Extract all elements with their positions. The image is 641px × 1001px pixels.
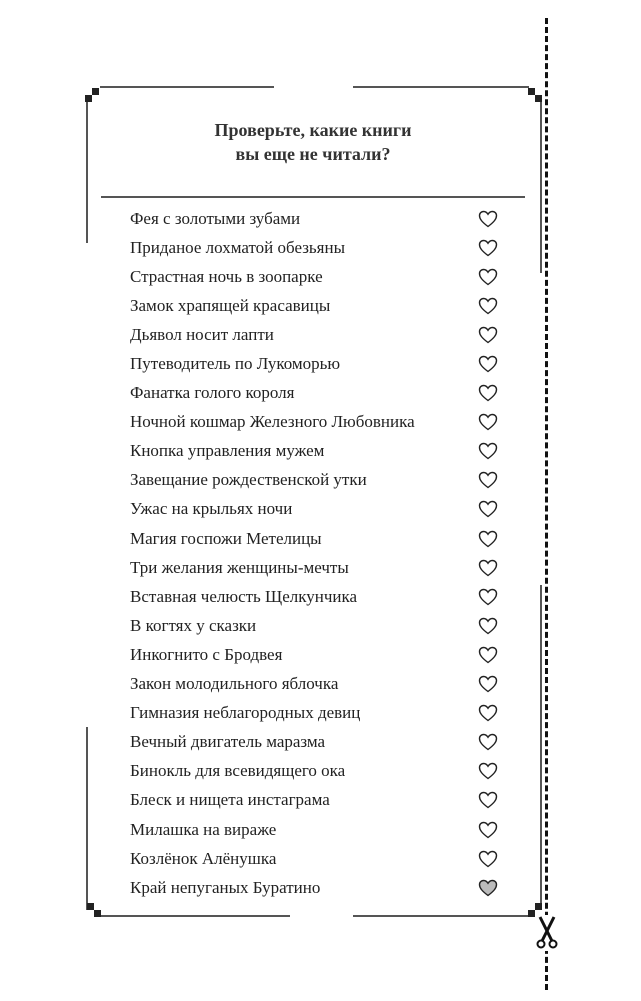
heart-icon[interactable]	[478, 239, 500, 257]
book-item	[130, 611, 500, 640]
heart-icon[interactable]	[478, 384, 500, 402]
heart-icon[interactable]	[478, 733, 500, 751]
book-item	[130, 582, 500, 611]
heart-icon[interactable]	[478, 559, 500, 577]
heart-icon[interactable]	[478, 297, 500, 315]
book-list	[130, 204, 500, 902]
book-title: Край непуганых Буратино	[130, 877, 321, 897]
heart-icon[interactable]	[478, 617, 500, 635]
cut-line	[545, 18, 548, 990]
book-item	[130, 757, 500, 786]
scissors-icon	[535, 915, 559, 951]
frame-top-right	[353, 86, 529, 88]
book-item	[130, 349, 500, 378]
book-title: Ужас на крыльях ночи	[130, 499, 293, 519]
heart-icon[interactable]	[478, 879, 500, 897]
corner-square	[94, 910, 101, 917]
heart-icon[interactable]	[478, 326, 500, 344]
heart-icon[interactable]	[478, 442, 500, 460]
book-item	[130, 495, 500, 524]
book-title: Завещание рождественской утки	[130, 470, 367, 490]
heart-icon[interactable]	[478, 762, 500, 780]
book-title: Фея с золотыми зубами	[130, 208, 301, 228]
book-title: Замок храпящей красавицы	[130, 295, 331, 315]
heart-icon[interactable]	[478, 355, 500, 373]
book-item	[130, 728, 500, 757]
frame-bottom-right	[353, 915, 530, 917]
book-item	[130, 670, 500, 699]
heart-icon[interactable]	[478, 588, 500, 606]
book-item	[130, 553, 500, 582]
corner-square	[535, 903, 542, 910]
heart-icon[interactable]	[478, 704, 500, 722]
heart-icon[interactable]	[478, 268, 500, 286]
frame-right-top	[540, 95, 542, 273]
corner-square	[528, 88, 535, 95]
corner-square	[528, 910, 535, 917]
book-title: Гимназия неблагородных девиц	[130, 703, 361, 723]
heart-icon[interactable]	[478, 471, 500, 489]
frame-bottom-left	[94, 915, 290, 917]
book-title: Кнопка управления мужем	[130, 441, 325, 461]
heart-icon[interactable]	[478, 646, 500, 664]
heart-icon[interactable]	[478, 850, 500, 868]
header-divider	[101, 196, 525, 198]
book-item	[130, 873, 500, 902]
book-item	[130, 524, 500, 553]
book-item	[130, 437, 500, 466]
heart-icon[interactable]	[478, 413, 500, 431]
book-title: В когтях у сказки	[130, 615, 257, 635]
book-title: Козлёнок Алёнушка	[130, 848, 277, 868]
frame-top-left	[100, 86, 274, 88]
book-item	[130, 815, 500, 844]
heart-icon[interactable]	[478, 675, 500, 693]
book-title: Инкогнито с Бродвея	[130, 644, 283, 664]
heart-icon[interactable]	[478, 500, 500, 518]
heart-icon[interactable]	[478, 210, 500, 228]
heart-icon[interactable]	[478, 530, 500, 548]
corner-square	[87, 903, 94, 910]
book-item	[130, 786, 500, 815]
book-title: Ночной кошмар Железного Любовника	[130, 412, 415, 432]
book-title: Страстная ночь в зоопарке	[130, 266, 323, 286]
book-title: Вечный двигатель маразма	[130, 732, 326, 752]
book-title: Путеводитель по Лукоморью	[130, 354, 341, 374]
book-item	[130, 466, 500, 495]
book-title: Вставная челюсть Щелкунчика	[130, 586, 358, 606]
book-title: Приданое лохматой обезьяны	[130, 237, 346, 257]
frame-left-bottom	[86, 727, 88, 910]
corner-square	[92, 88, 99, 95]
title-line: вы еще не читали?	[235, 144, 391, 164]
book-title: Бинокль для всевидящего ока	[130, 761, 346, 781]
page-title	[100, 118, 526, 166]
book-title: Три желания женщины-мечты	[130, 557, 349, 577]
book-item	[130, 262, 500, 291]
book-item	[130, 233, 500, 262]
book-item	[130, 379, 500, 408]
book-item	[130, 291, 500, 320]
book-title: Закон молодильного яблочка	[130, 674, 339, 694]
heart-icon[interactable]	[478, 791, 500, 809]
book-title: Дьявол носит лапти	[130, 324, 274, 344]
frame-left-top	[86, 95, 88, 243]
book-title: Магия госпожи Метелицы	[130, 528, 322, 548]
book-item	[130, 204, 500, 233]
frame-right-bottom	[540, 585, 542, 905]
corner-square	[85, 95, 92, 102]
book-title: Блеск и нищета инстаграма	[130, 790, 330, 810]
book-title: Фанатка голого короля	[130, 383, 295, 403]
book-item	[130, 408, 500, 437]
corner-square	[535, 95, 542, 102]
title-line: Проверьте, какие книги	[214, 120, 412, 140]
book-item	[130, 320, 500, 349]
book-title: Милашка на вираже	[130, 819, 277, 839]
book-item	[130, 699, 500, 728]
book-item	[130, 844, 500, 873]
heart-icon[interactable]	[478, 821, 500, 839]
book-item	[130, 640, 500, 669]
